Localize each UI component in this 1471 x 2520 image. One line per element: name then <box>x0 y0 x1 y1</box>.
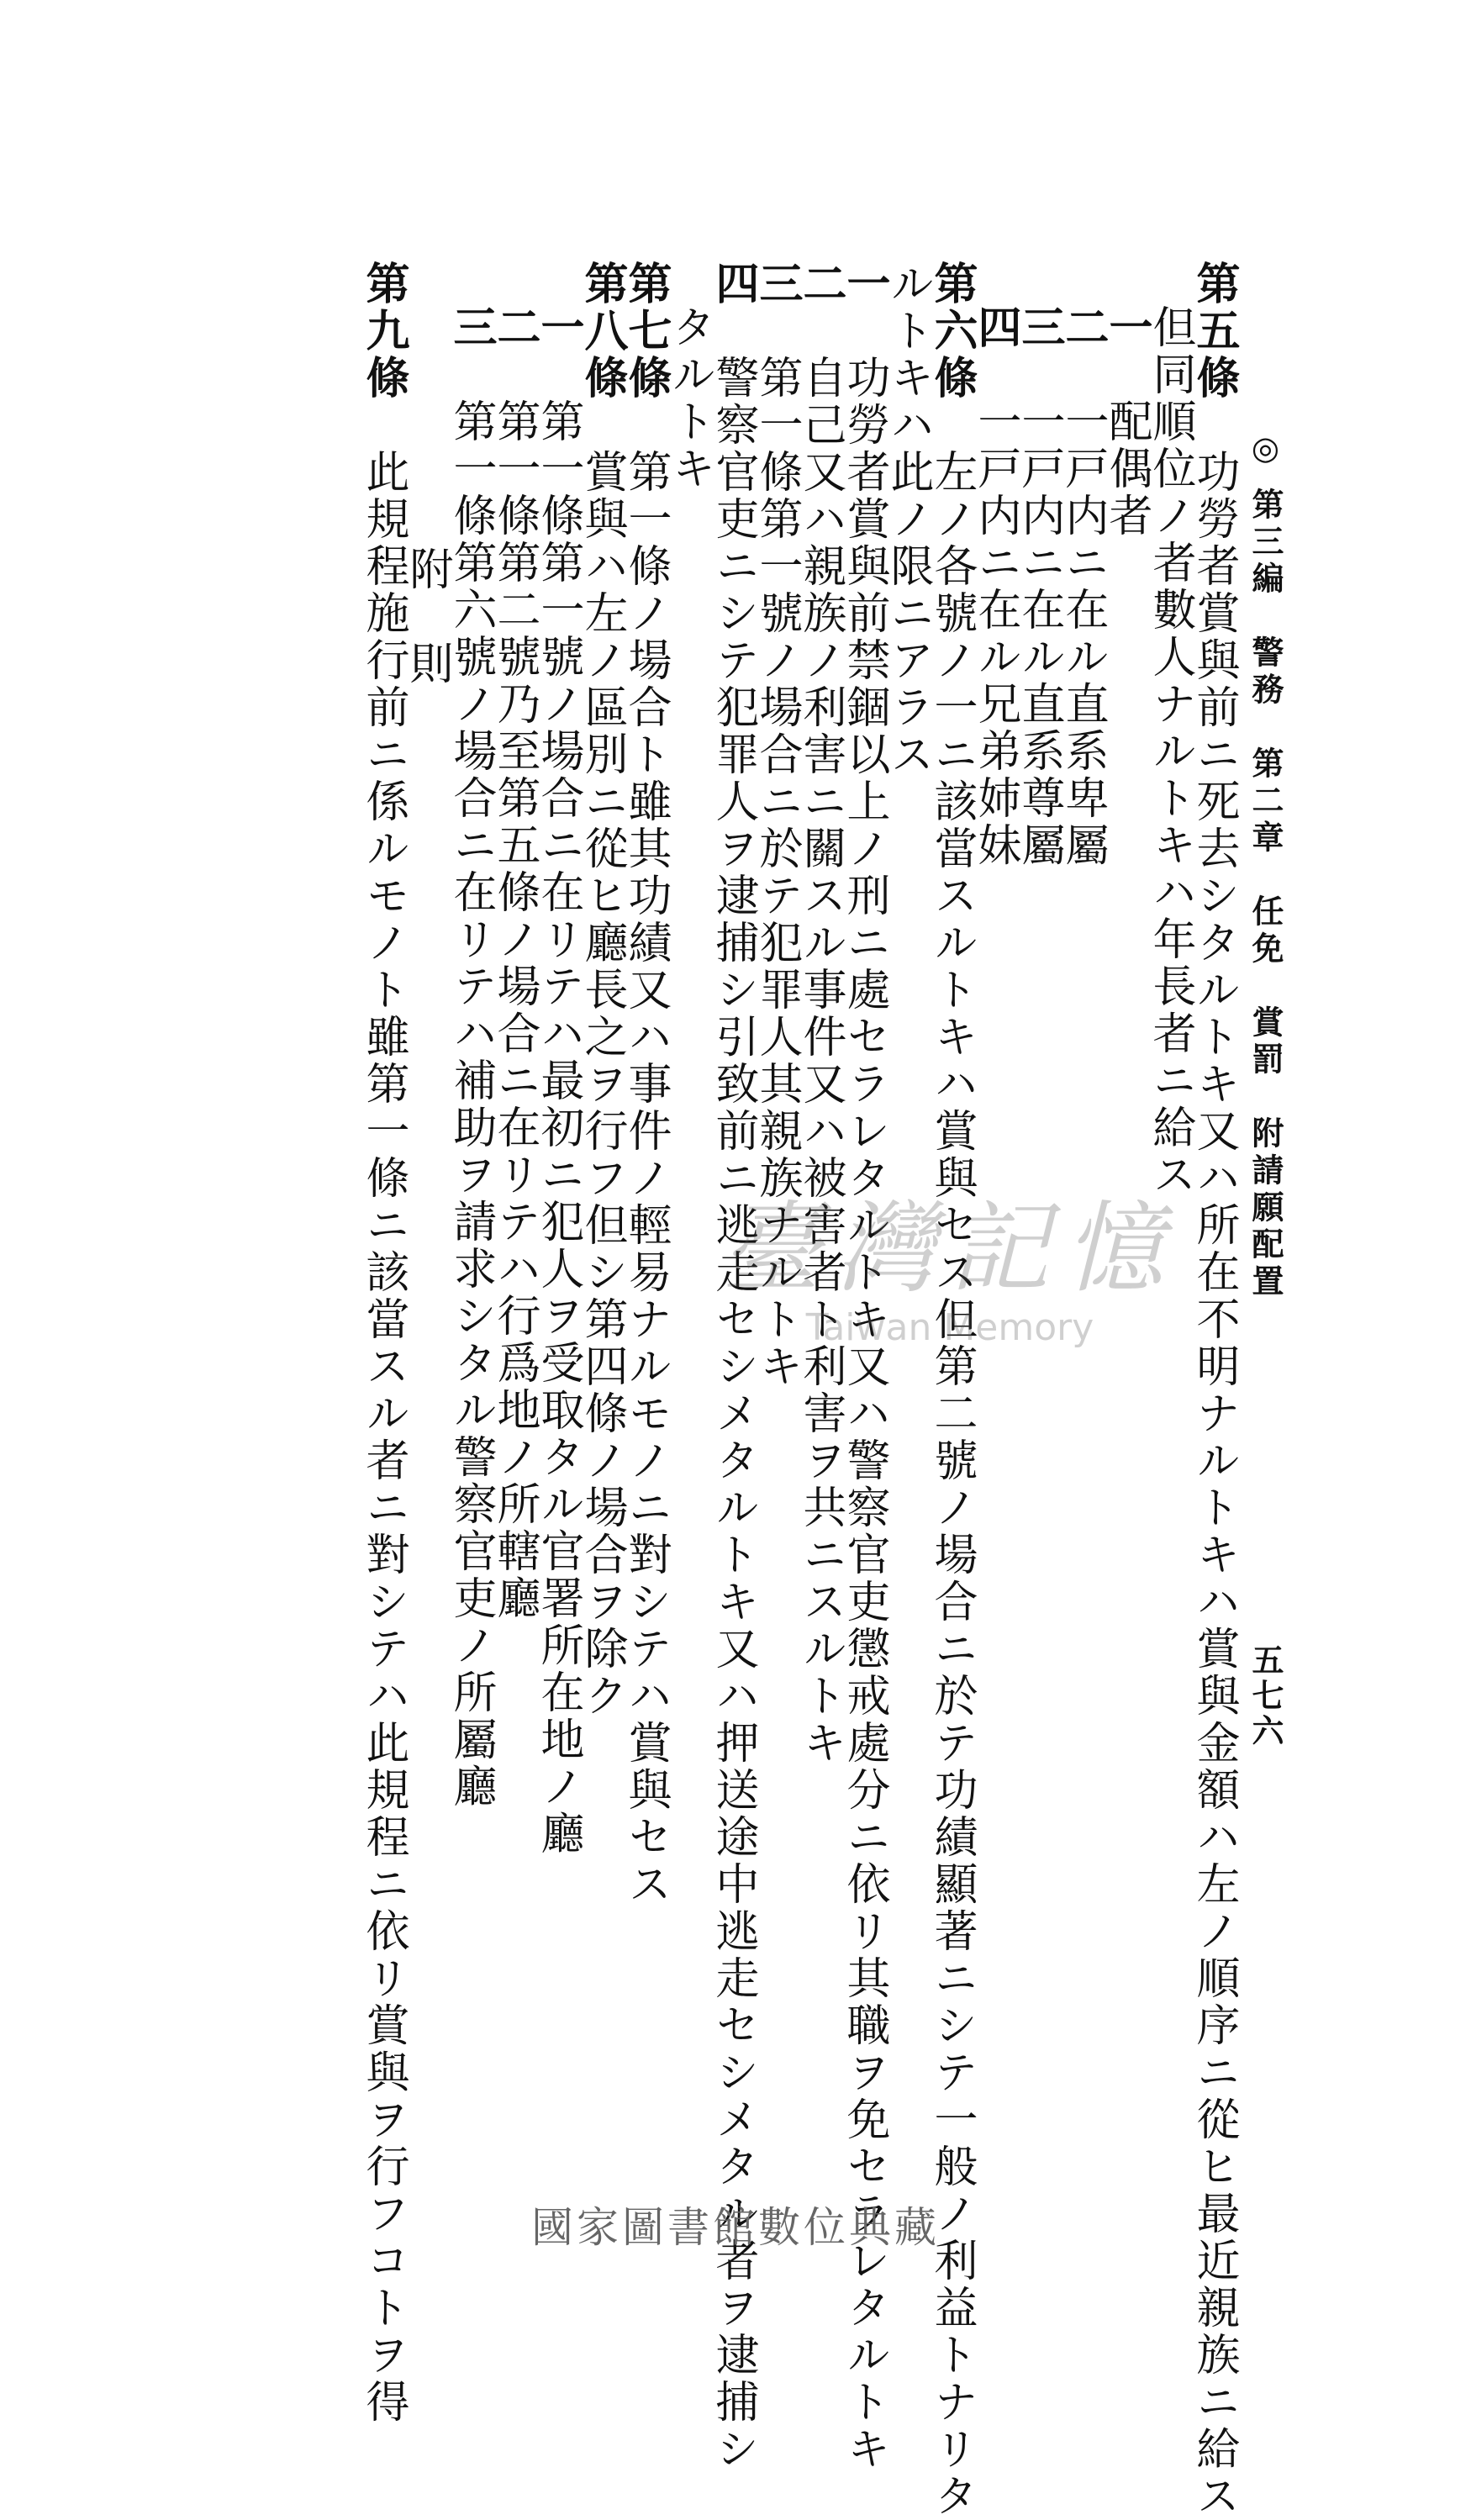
article-label: 二 <box>795 261 846 308</box>
article-label: 第五條 <box>1189 261 1240 402</box>
article-label: 二 <box>1057 304 1109 351</box>
text-column <box>1189 261 1240 2520</box>
text-column <box>620 261 672 2034</box>
text-column <box>1145 261 1195 2078</box>
article-label: 四 <box>970 304 1021 351</box>
text-column <box>795 261 846 2034</box>
article-text: 第一條第一號ノ場合ニ在リテハ最初ニ犯人ヲ受取タル官署所在地ノ廳 <box>533 398 583 1858</box>
text-column <box>839 261 890 2473</box>
text-column <box>489 261 540 2078</box>
text-column <box>577 261 628 2034</box>
article-label: 第九條 <box>358 261 409 402</box>
article-label: 四 <box>708 261 759 308</box>
page-number: 五七六 <box>1247 1643 1284 1749</box>
article-label: 一 <box>533 304 584 351</box>
article-text: 第一條第六號ノ場合ニ在リテハ補助ヲ請求シタル警察官吏ノ所屬廳 <box>446 398 496 1811</box>
text-column <box>446 261 497 2078</box>
article-label: 二 <box>489 304 540 351</box>
article-label: 三 <box>751 261 803 308</box>
article-label: 第八條 <box>577 261 628 402</box>
running-head: ◎ 第三編 警務 第二章 任免 賞罰 附請願配置 <box>1247 429 1284 1302</box>
article-text: 配偶者 <box>1101 398 1152 540</box>
text-column <box>751 261 803 2034</box>
article-label: 三 <box>446 304 497 351</box>
article-text: 警察官吏ニシテ犯罪人ヲ逮捕シ引致前ニ逃走セシメタルトキ又ハ押送途中逃走セシメタル者ヲ逮捕シ <box>708 355 758 2473</box>
article-text: タルトキ <box>664 304 714 493</box>
watermark-en: Taiwan Memory <box>805 1306 1094 1349</box>
article-text: 功勞者賞與前禁錮以上ノ刑ニ處セラレタルトキ又ハ警察官吏懲戒處分ニ依リ其職ヲ免セラレタルトキ <box>839 355 889 2473</box>
article-text: 左ノ各號ノ一ニ該當スルトキハ賞與セス但第二號ノ場合ニ於テ功績顯著ニシテ一般ノ利益トナリタ <box>926 449 977 2520</box>
watermark-cjk: 臺灣記憶 <box>720 1190 1178 1306</box>
article-text: 但同順位ノ者數人ナルトキハ年長者ニ給ス <box>1145 304 1195 1199</box>
article-text: 附 則 <box>402 546 452 688</box>
text-column <box>926 261 978 2520</box>
text-column <box>1014 261 1065 2078</box>
article-label: 三 <box>1014 304 1065 351</box>
text-column <box>970 261 1021 2078</box>
article-label: 第六條 <box>926 261 978 402</box>
article-text: 賞與ハ左ノ區別ニ從ヒ廳長之ヲ行フ但シ第四條ノ場合ヲ除ク <box>577 449 627 1720</box>
text-column <box>402 261 452 2320</box>
article-text: ルトキハ此ノ限ニアラス <box>883 261 933 778</box>
text-column <box>1057 261 1109 2078</box>
article-text: 第一條ノ場合ト雖其功績又ハ事件ノ輕易ナルモノニ對シテハ賞與セス <box>620 449 671 1908</box>
text-column <box>664 261 714 2078</box>
text-column <box>883 261 933 2034</box>
article-text: 一戸内ニ在ル兄弟姉妹 <box>970 398 1020 869</box>
article-text: 功勞者賞與前ニ死去シタルトキ又ハ所在不明ナルトキハ賞與金額ハ左ノ順序ニ從ヒ最近親族ニ給ス <box>1189 449 1239 2520</box>
article-text: 此規程施行前ニ係ルモノト雖第一條ニ該當スル者ニ對シテハ此規程ニ依リ賞與ヲ行フコトヲ得 <box>358 449 409 2426</box>
article-text: 第一條第一號ノ場合ニ於テ犯罪人其親族ナルトキ <box>751 355 802 1390</box>
text-column <box>533 261 584 2078</box>
text-column <box>1101 261 1152 2078</box>
article-text: 一戸内ニ在ル直系尊屬 <box>1014 398 1064 869</box>
article-label: 第七條 <box>620 261 672 402</box>
article-text: 自己又ハ親族ノ利害ニ關スル事件又ハ被害者ト利害ヲ共ニスルトキ <box>795 355 846 1767</box>
text-column <box>358 261 409 2426</box>
footer-credit: 國家圖書館數位典藏 <box>531 2203 940 2252</box>
article-label: 一 <box>1101 304 1152 351</box>
text-column <box>708 261 759 2473</box>
article-label: 一 <box>839 261 890 308</box>
article-text: 一戸内ニ在ル直系卑屬 <box>1057 398 1108 869</box>
article-text: 第一條第二號乃至第五條ノ場合ニ在リテハ行爲地ノ所轄廳 <box>489 398 540 1622</box>
